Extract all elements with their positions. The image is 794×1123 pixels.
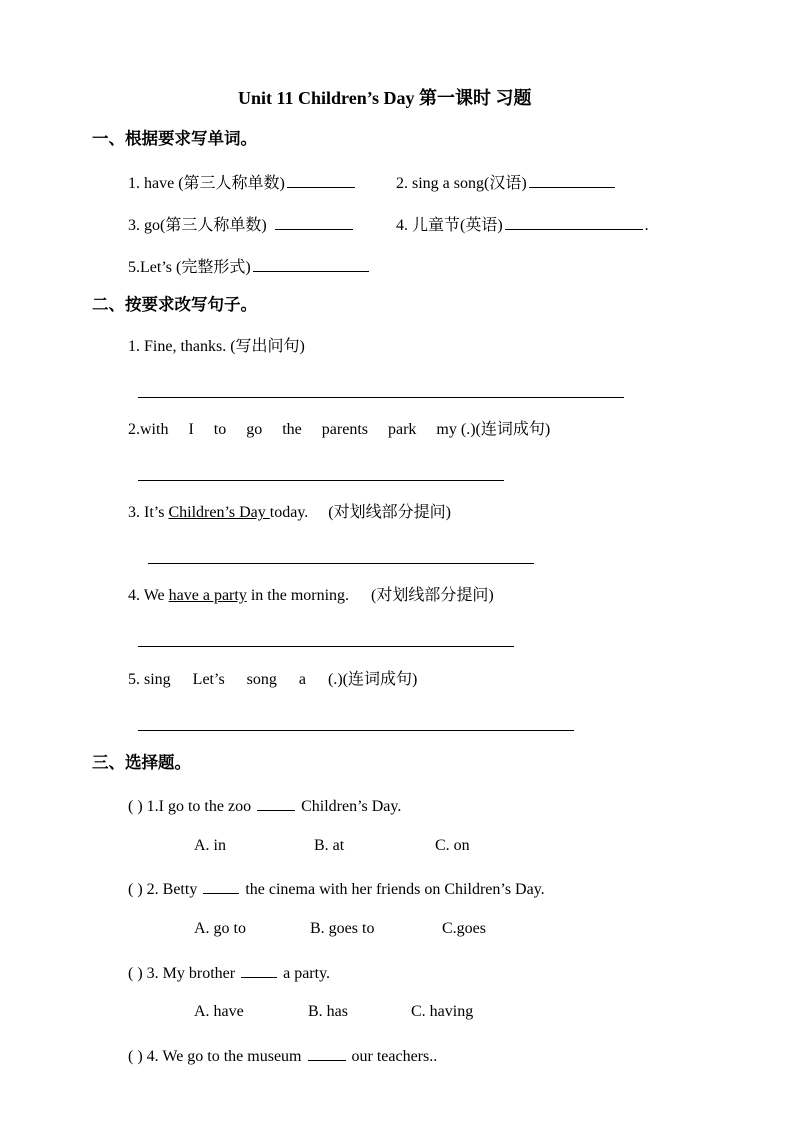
s1-item-4-blank[interactable] [505, 215, 643, 230]
s1-item-1 [128, 173, 357, 192]
s1-item-3 [128, 215, 355, 234]
s3-q2-options [194, 921, 486, 937]
s2-q2-answer-line[interactable] [138, 480, 504, 481]
s3-q4-paren[interactable]: ( ) [128, 1048, 143, 1065]
s2-q4-note: (对划线部分提问) [371, 587, 494, 604]
s3-q4-blank[interactable] [308, 1046, 346, 1061]
s2-q5-word: Let’s [192, 671, 225, 688]
s2-q5-word: song [246, 671, 277, 688]
s1-item-5-blank[interactable] [253, 257, 369, 272]
s3-q3-options [194, 1004, 473, 1020]
s3-q3-post: a party. [279, 965, 331, 982]
s1-item-1-blank[interactable] [287, 173, 355, 188]
s2-q5-word: (.)(连词成句) [328, 671, 418, 688]
s3-q2-option-a[interactable]: A. go to [194, 920, 246, 937]
s3-q1-paren[interactable]: ( ) [128, 798, 143, 815]
s3-q3-pre: 3. My brother [146, 965, 240, 982]
s2-q5-word: a [298, 671, 307, 688]
s2-q4-post: in the morning. [246, 587, 350, 604]
s2-q2-word: park [387, 421, 417, 438]
s1-item-4 [396, 215, 649, 234]
s3-q2-pre: 2. Betty [146, 881, 202, 898]
s3-q2-option-b[interactable]: B. goes to [310, 920, 375, 937]
s2-q3-post: today. [269, 504, 309, 521]
s1-item-2 [396, 173, 617, 192]
s2-q2-word: the [282, 421, 302, 438]
s3-q1-option-c[interactable]: C. on [435, 837, 470, 854]
s3-q3-option-c[interactable]: C. having [411, 1003, 474, 1020]
s3-q3-blank[interactable] [241, 963, 277, 978]
s2-q3-underlined: Children’s Day [168, 504, 270, 521]
s2-q4-underlined: have a party [168, 587, 247, 604]
s3-q3-option-a[interactable]: A. have [194, 1003, 244, 1020]
s3-q1-options [194, 838, 470, 854]
s2-q2-word: go [246, 421, 263, 438]
s3-q4-pre: 4. We go to the museum [146, 1048, 306, 1065]
s1-item-2-text: 2. sing a song(汉语) [396, 175, 527, 192]
s3-q3-paren[interactable]: ( ) [128, 965, 143, 982]
s2-q1-answer-line[interactable] [138, 397, 624, 398]
section-3-heading: 三、选择题。 [92, 753, 191, 772]
s2-q5 [128, 672, 417, 688]
s2-q1: 1. Fine, thanks. (写出问句) [128, 338, 305, 355]
s3-q1-pre: 1.I go to the zoo [146, 798, 256, 815]
s2-q5-word: 5. sing [128, 671, 171, 688]
s2-q3 [128, 505, 451, 521]
s2-q2-word: to [213, 421, 227, 438]
s2-q2-word: my (.)(连词成句) [436, 421, 551, 438]
s2-q4-answer-line[interactable] [138, 646, 514, 647]
s2-q2 [128, 422, 550, 438]
s1-item-5-text: 5.Let’s (完整形式) [128, 259, 251, 276]
s1-item-1-text: 1. have (第三人称单数) [128, 175, 285, 192]
s3-q1-blank[interactable] [257, 796, 295, 811]
s2-q5-answer-line[interactable] [138, 730, 574, 731]
s2-q3-pre: 3. It’s [128, 504, 169, 521]
s1-item-4-period: . [644, 217, 649, 234]
s3-q2-option-c[interactable]: C.goes [442, 920, 486, 937]
s2-q2-word: 2.with [128, 421, 169, 438]
s1-item-2-blank[interactable] [529, 173, 615, 188]
s2-q3-answer-line[interactable] [148, 563, 534, 564]
s3-q2 [128, 879, 545, 898]
s2-q4 [128, 588, 494, 604]
s3-q4-post: our teachers.. [347, 1048, 438, 1065]
s3-q1 [128, 796, 401, 815]
s3-q1-option-a[interactable]: A. in [194, 837, 226, 854]
section-2-heading: 二、按要求改写句子。 [92, 295, 257, 314]
s1-item-5 [128, 257, 371, 276]
s1-item-4-text: 4. 儿童节(英语) [396, 217, 503, 234]
page-title: Unit 11 Children’s Day 第一课时 习题 [238, 88, 532, 108]
s3-q2-paren[interactable]: ( ) [128, 881, 143, 898]
section-1-heading: 一、根据要求写单词。 [92, 129, 257, 148]
s3-q2-blank[interactable] [203, 879, 239, 894]
s2-q2-word: I [188, 421, 194, 438]
s2-q3-note: (对划线部分提问) [328, 504, 451, 521]
s1-item-3-blank[interactable] [275, 215, 353, 230]
s3-q3-option-b[interactable]: B. has [308, 1003, 348, 1020]
s2-q4-pre: 4. We [128, 587, 169, 604]
s3-q1-option-b[interactable]: B. at [314, 837, 345, 854]
s2-q2-word: parents [321, 421, 368, 438]
s1-item-3-text: 3. go(第三人称单数) [128, 217, 267, 234]
s3-q2-post: the cinema with her friends on Children’s Day. [241, 881, 545, 898]
s3-q3 [128, 963, 330, 982]
s3-q4 [128, 1046, 437, 1065]
s3-q1-post: Children’s Day. [297, 798, 402, 815]
